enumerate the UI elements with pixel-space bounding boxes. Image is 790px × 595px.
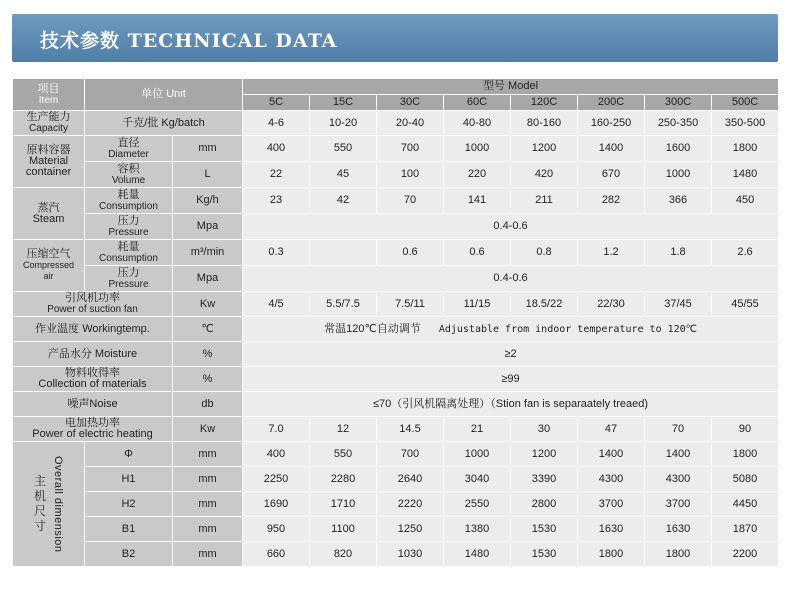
model-header: 200C [578,95,645,111]
row-unit: mm [173,136,243,162]
table-cell: 1530 [511,542,578,567]
table-cell: 550 [310,442,377,467]
sub-label: H1 [85,467,173,492]
row-unit: % [173,367,243,392]
row-label: 原料容器 Material container [13,136,85,188]
table-cell: 1000 [444,136,511,162]
table-row [13,342,779,367]
table-cell: ≤70（引风机隔离处理）（Stion fan is separaately treaed) [243,392,779,417]
table-cell: 70 [377,188,444,214]
table-cell: 1800 [645,542,712,567]
table-cell: 0.4-0.6 [243,214,779,240]
table-cell: 1480 [712,162,779,188]
table-cell: 3700 [578,492,645,517]
table-cell: 42 [310,188,377,214]
row-label: 电加热功率 Power of electric heating [13,417,173,442]
table-cell: 700 [377,136,444,162]
table-cell: 11/15 [444,292,511,317]
table-cell: 22 [243,162,310,188]
table-row [13,188,779,214]
row-unit: Kg/h [173,188,243,214]
table-cell: 1.8 [645,240,712,266]
table-cell: 0.6 [444,240,511,266]
table-cell: 4450 [712,492,779,517]
row-unit: Kw [173,417,243,442]
table-cell: 20-40 [377,111,444,136]
technical-data-table [12,78,779,567]
table-row [13,392,779,417]
header-model: 型号 Model [243,79,779,95]
table-cell: 12 [310,417,377,442]
table-row [13,517,779,542]
model-header: 500C [712,95,779,111]
table-cell: 400 [243,136,310,162]
sub-label: B1 [85,517,173,542]
table-cell: 5.5/7.5 [310,292,377,317]
table-row [13,240,779,266]
table-cell: 21 [444,417,511,442]
table-cell: 2.6 [712,240,779,266]
table-row [13,317,779,342]
table-cell: 1000 [444,442,511,467]
table-cell: 1630 [578,517,645,542]
table-cell: 2800 [511,492,578,517]
table-cell: 22/30 [578,292,645,317]
sub-label: 压力 Pressure [85,266,173,292]
table-row [13,136,779,162]
table-cell: 660 [243,542,310,567]
table-cell: 1000 [645,162,712,188]
row-label: 作业温度 Workingtemp. [13,317,173,342]
row-unit: mm [173,492,243,517]
table-cell: ≥2 [243,342,779,367]
sub-label: 压力 Pressure [85,214,173,240]
table-cell: 2200 [712,542,779,567]
table-cell: 950 [243,517,310,542]
table-cell: 670 [578,162,645,188]
model-header: 300C [645,95,712,111]
table-row [13,367,779,392]
table-cell: 3700 [645,492,712,517]
table-cell: 1400 [578,136,645,162]
sub-label: 耗量 Consumption [85,240,173,266]
table-cell: 1800 [712,442,779,467]
row-unit: 千克/批 Kg/batch [85,111,243,136]
table-cell: 10-20 [310,111,377,136]
model-header: 60C [444,95,511,111]
table-cell: 4-6 [243,111,310,136]
table-cell: 4300 [578,467,645,492]
table-cell: 40-80 [444,111,511,136]
table-cell: 2280 [310,467,377,492]
table-cell: 3390 [511,467,578,492]
table-cell: 1600 [645,136,712,162]
table-cell: 250-350 [645,111,712,136]
table-cell: 90 [712,417,779,442]
table-cell [310,240,377,266]
table-row [13,442,779,467]
table-cell: 1800 [578,542,645,567]
table-cell: 1800 [712,136,779,162]
table-cell: 45/55 [712,292,779,317]
table-cell: 2220 [377,492,444,517]
table-cell: 70 [645,417,712,442]
table-cell: 2550 [444,492,511,517]
table-cell: 1530 [511,517,578,542]
table-row [13,417,779,442]
title-banner [12,14,778,62]
table-cell: 1200 [511,442,578,467]
row-label: 物料收得率 Collection of materials [13,367,173,392]
table-cell: 366 [645,188,712,214]
row-unit: Kw [173,292,243,317]
model-header: 30C [377,95,444,111]
table-cell: 1250 [377,517,444,542]
table-cell: 5080 [712,467,779,492]
table-cell: 常温120℃自动调节 Adjustable from indoor temperature to 120℃ [243,317,779,342]
sub-label: 容积 Volume [85,162,173,188]
model-header: 120C [511,95,578,111]
table-cell: 420 [511,162,578,188]
sub-label: B2 [85,542,173,567]
row-unit: L [173,162,243,188]
table-cell: 18.5/22 [511,292,578,317]
table-cell: 23 [243,188,310,214]
sub-label: 耗量 Consumption [85,188,173,214]
table-cell: 4300 [645,467,712,492]
table-cell: 100 [377,162,444,188]
table-cell: 1.2 [578,240,645,266]
sub-label: 直径 Diameter [85,136,173,162]
model-header: 5C [243,95,310,111]
row-unit: % [173,342,243,367]
table-row [13,492,779,517]
table-cell: 1710 [310,492,377,517]
table-cell: 1400 [645,442,712,467]
table-cell: 14.5 [377,417,444,442]
table-cell: 2640 [377,467,444,492]
table-cell: 820 [310,542,377,567]
header-unit: 单位 Unit [85,79,243,111]
table-cell: 1690 [243,492,310,517]
table-cell: 141 [444,188,511,214]
table-cell: 45 [310,162,377,188]
table-cell: 1480 [444,542,511,567]
table-cell: 1630 [645,517,712,542]
sub-label: Φ [85,442,173,467]
row-unit: mm [173,517,243,542]
table-cell: 1100 [310,517,377,542]
table-row [13,467,779,492]
table-row [13,162,779,188]
table-cell: 2250 [243,467,310,492]
table-cell: 211 [511,188,578,214]
table-row [13,111,779,136]
row-unit: db [173,392,243,417]
sub-label: H2 [85,492,173,517]
table-cell: 30 [511,417,578,442]
table-cell: 220 [444,162,511,188]
table-cell: 160-250 [578,111,645,136]
row-unit: mm [173,442,243,467]
row-label: 生产能力 Capacity [13,111,85,136]
table-cell: 1200 [511,136,578,162]
table-cell: 7.5/11 [377,292,444,317]
table-cell: 1870 [712,517,779,542]
table-row [13,214,779,240]
table-cell: 47 [578,417,645,442]
table-cell: 0.6 [377,240,444,266]
model-header: 15C [310,95,377,111]
table-cell: 550 [310,136,377,162]
row-label: 压缩空气 Compressed air [13,240,85,292]
page-title: 技术参数 TECHNICAL DATA [40,30,338,52]
table-row [13,542,779,567]
table-cell: ≥99 [243,367,779,392]
table-cell: 37/45 [645,292,712,317]
row-unit: m³/min [173,240,243,266]
table-cell: 1400 [578,442,645,467]
row-label: 蒸汽 Steam [13,188,85,240]
row-label: 产品水分 Moisture [13,342,173,367]
table-cell: 450 [712,188,779,214]
row-unit: Mpa [173,214,243,240]
table-cell: 0.3 [243,240,310,266]
table-cell: 80-160 [511,111,578,136]
row-unit: mm [173,542,243,567]
table-cell: 0.4-0.6 [243,266,779,292]
table-cell: 282 [578,188,645,214]
table-cell: 7.0 [243,417,310,442]
row-label: 主机尺寸 Overall dimension [13,442,85,567]
row-unit: mm [173,467,243,492]
table-row [13,292,779,317]
table-cell: 4/5 [243,292,310,317]
table-cell: 350-500 [712,111,779,136]
header-item: 项目 Item [13,79,85,111]
row-unit: ℃ [173,317,243,342]
table-row [13,266,779,292]
table-cell: 400 [243,442,310,467]
table-cell: 3040 [444,467,511,492]
table-cell: 1380 [444,517,511,542]
row-label: 引风机功率 Power of suction fan [13,292,173,317]
table-cell: 700 [377,442,444,467]
table-cell: 0.8 [511,240,578,266]
row-label: 噪声Noise [13,392,173,417]
row-unit: Mpa [173,266,243,292]
table-cell: 1030 [377,542,444,567]
